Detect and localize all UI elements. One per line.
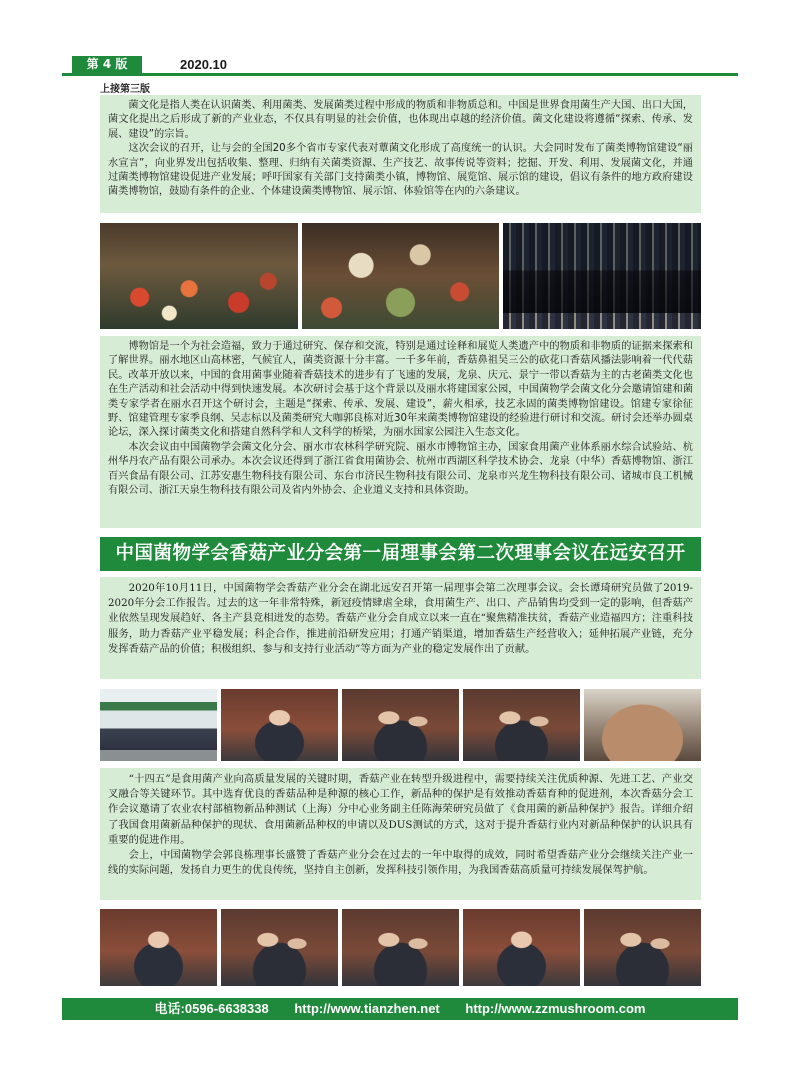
issue-date: 2020.10 [180, 57, 227, 72]
photo-row-attendees [100, 909, 701, 986]
article1-paragraph: 菌文化是指人类在认识菌类、利用菌类、发展菌类过程中形成的物质和非物质总和。中国是世界食用菌生产大国、出口大国，菌文化提出之后形成了新的产业业态，不仅具有明显的社会价值，也体现出卓越的经济价值。菌文化建设将遵循“探索、传承、发展、建设”的宗旨。 [108, 100, 693, 140]
page-header [62, 56, 738, 76]
article2-headline: 中国菌物学会香菇产业分会第一届理事会第二次理事会议在远安召开 [100, 537, 701, 571]
page-footer [62, 998, 738, 1020]
article1-body-block [100, 336, 701, 528]
photo-mushroom-exhibit [100, 223, 298, 329]
article1-paragraph: 本次会议由中国菌物学会菌文化分会、丽水市农林科学研究院、丽水市博物馆主办，国家食用菌产业体系丽水综合试验站、杭州华丹农产品有限公司承办。本次会议还得到了浙江省食用菌协会、杭州市西湖区科学技术协会、龙泉（中华）香菇博物馆、浙江百兴食品有限公司、江苏安惠生物科技有限公司、东台市济民生物科技有限公司、龙泉市兴龙生物科技有限公司、诸城市良工机械有限公司、浙江天泉生物科技有限公司及省内外协会、企业道义支持和具体资助。 [108, 441, 693, 497]
article2-paragraph: 2020年10月11日，中国菌物学会香菇产业分会在湖北远安召开第一届理事会第二次理事会议。会长谭琦研究员做了2019-2020年分会工作报告。过去的这一年非常特殊，新冠疫情肆虐全球，食用菌生产、出口、产品销售均受到一定的影响，但香菇产业依然呈现发展趋好、各主产县竞相迸发的态势。香菇产业分会自成立以来一直在“聚焦精准扶贫，香菇产业造福四方；注重科技服务，助力香菇产业平稳发展；科企合作，推进前沿研发应用；打通产销渠道，增加香菇生产经营收入；延伸拓展产业链，充分发挥香菇产品的价值；积极组织、参与和支持行业活动”等方面为产业的稳定发展作出了贡献。 [108, 582, 693, 655]
photo-attendee [342, 909, 459, 986]
article1-paragraph: 这次会议的召开，让与会的全国20多个省市专家代表对蕈菌文化形成了高度统一的认识。大会同时发布了菌类博物馆建设“丽水宣言”，向业界发出包括收集、整理、归纳有关菌类资源、生产技艺、故事传说等资料；挖掘、开发、利用、发展菌文化，并通过菌类博物馆建设促进产业发展；呼吁国家有关部门支持菌类小镇，博物馆、展览馆、展示馆的建设，倡议有条件的地方政府建设菌类博物馆，鼓励有条件的企业、个体建设菌类博物馆、展示馆、体验馆等在内的六条建议。 [108, 143, 693, 198]
photo-row-meeting [100, 689, 701, 761]
article2-paragraph: 会上，中国菌物学会郭良栋理事长盛赞了香菇产业分会在过去的一年中取得的成效，同时希望香菇产业分会继续关注产业一线的实际问题，发扬自力更生的优良传统，坚持自主创新，发挥科技引领作用，为我国香菇高质量可持续发展保驾护航。 [108, 849, 693, 877]
photo-speaker [463, 689, 580, 761]
article2-body-block [100, 768, 701, 900]
edition-badge: 第 4 版 [72, 56, 142, 73]
photo-attendee [221, 909, 338, 986]
photo-attendee [100, 909, 217, 986]
header-rule [62, 73, 738, 76]
photo-row-exhibition [100, 223, 701, 329]
photo-meeting-group [100, 689, 217, 761]
footer-link-zzmushroom[interactable]: http://www.zzmushroom.com [465, 1001, 646, 1016]
photo-attendee [584, 909, 701, 986]
photo-attendee [463, 909, 580, 986]
article1-paragraph: 博物馆是一个为社会造福，致力于通过研究、保存和交流，特别是通过诠释和展览人类遗产中的物质和非物质的证据来探索和了解世界。丽水地区山高林密，气候宜人，菌类资源十分丰富。一千多年前，香菇鼻祖吴三公的砍花口香菇风播法影响着一代代菇民。改革开放以来，中国的食用菌事业随着香菇技术的进步有了飞速的发展，龙泉、庆元、景宁一带以香菇为主的古老菌类文化也在生产活动和社会活动中得到快速发展。本次研讨会基于这个背景以及丽水将建国家公园，中国菌物学会菌文化分会邀请馆建和菌类专家学者在丽水召开这个研讨会，主题是“探索、传承、发展、建设”，薪火相承，技艺永固的菌类博物馆建设。馆建专家徐征野、馆建管理专家季良纲、吴志标以及菌类研究大咖郭良栋对近30年来菌类博物馆建设的经验进行研讨和交流。研讨会还举办圆桌论坛，深入探讨菌类文化和搭建自然科学和人文科学的桥梁，为丽水国家公园注入生态文化。 [108, 341, 693, 439]
photo-group-portrait [503, 223, 701, 329]
article1-intro-block [100, 95, 701, 213]
continued-note: 上接第三版 [100, 84, 150, 95]
article2-paragraph: “十四五”是食用菌产业向高质量发展的关键时期，香菇产业在转型升级进程中，需要持续关注优质种源、先进工艺、产业交叉融合等关键环节。其中选育优良的香菇品种是种源的核心工作，新品种的保护是有效推动香菇育种的促进剂，本次香菇分会工作会议邀请了农业农村部植物新品种测试（上海）分中心业务副主任陈海荣研究员做了《食用菌的新品种保护》报告。详细介绍了我国食用菌新品种保护的现状、食用菌新品种权的申请以及DUS测试的方式，这对于提升香菇行业内对新品种保护的认识具有重要的促进作用。 [108, 773, 693, 846]
footer-link-tianzhen[interactable]: http://www.tianzhen.net [294, 1001, 440, 1016]
photo-speaker [342, 689, 459, 761]
article2-intro-block [100, 577, 701, 679]
footer-phone: 电话:0596-6638338 [154, 1001, 269, 1016]
photo-meeting-table [584, 689, 701, 761]
photo-mushroom-models [302, 223, 500, 329]
photo-speaker [221, 689, 338, 761]
